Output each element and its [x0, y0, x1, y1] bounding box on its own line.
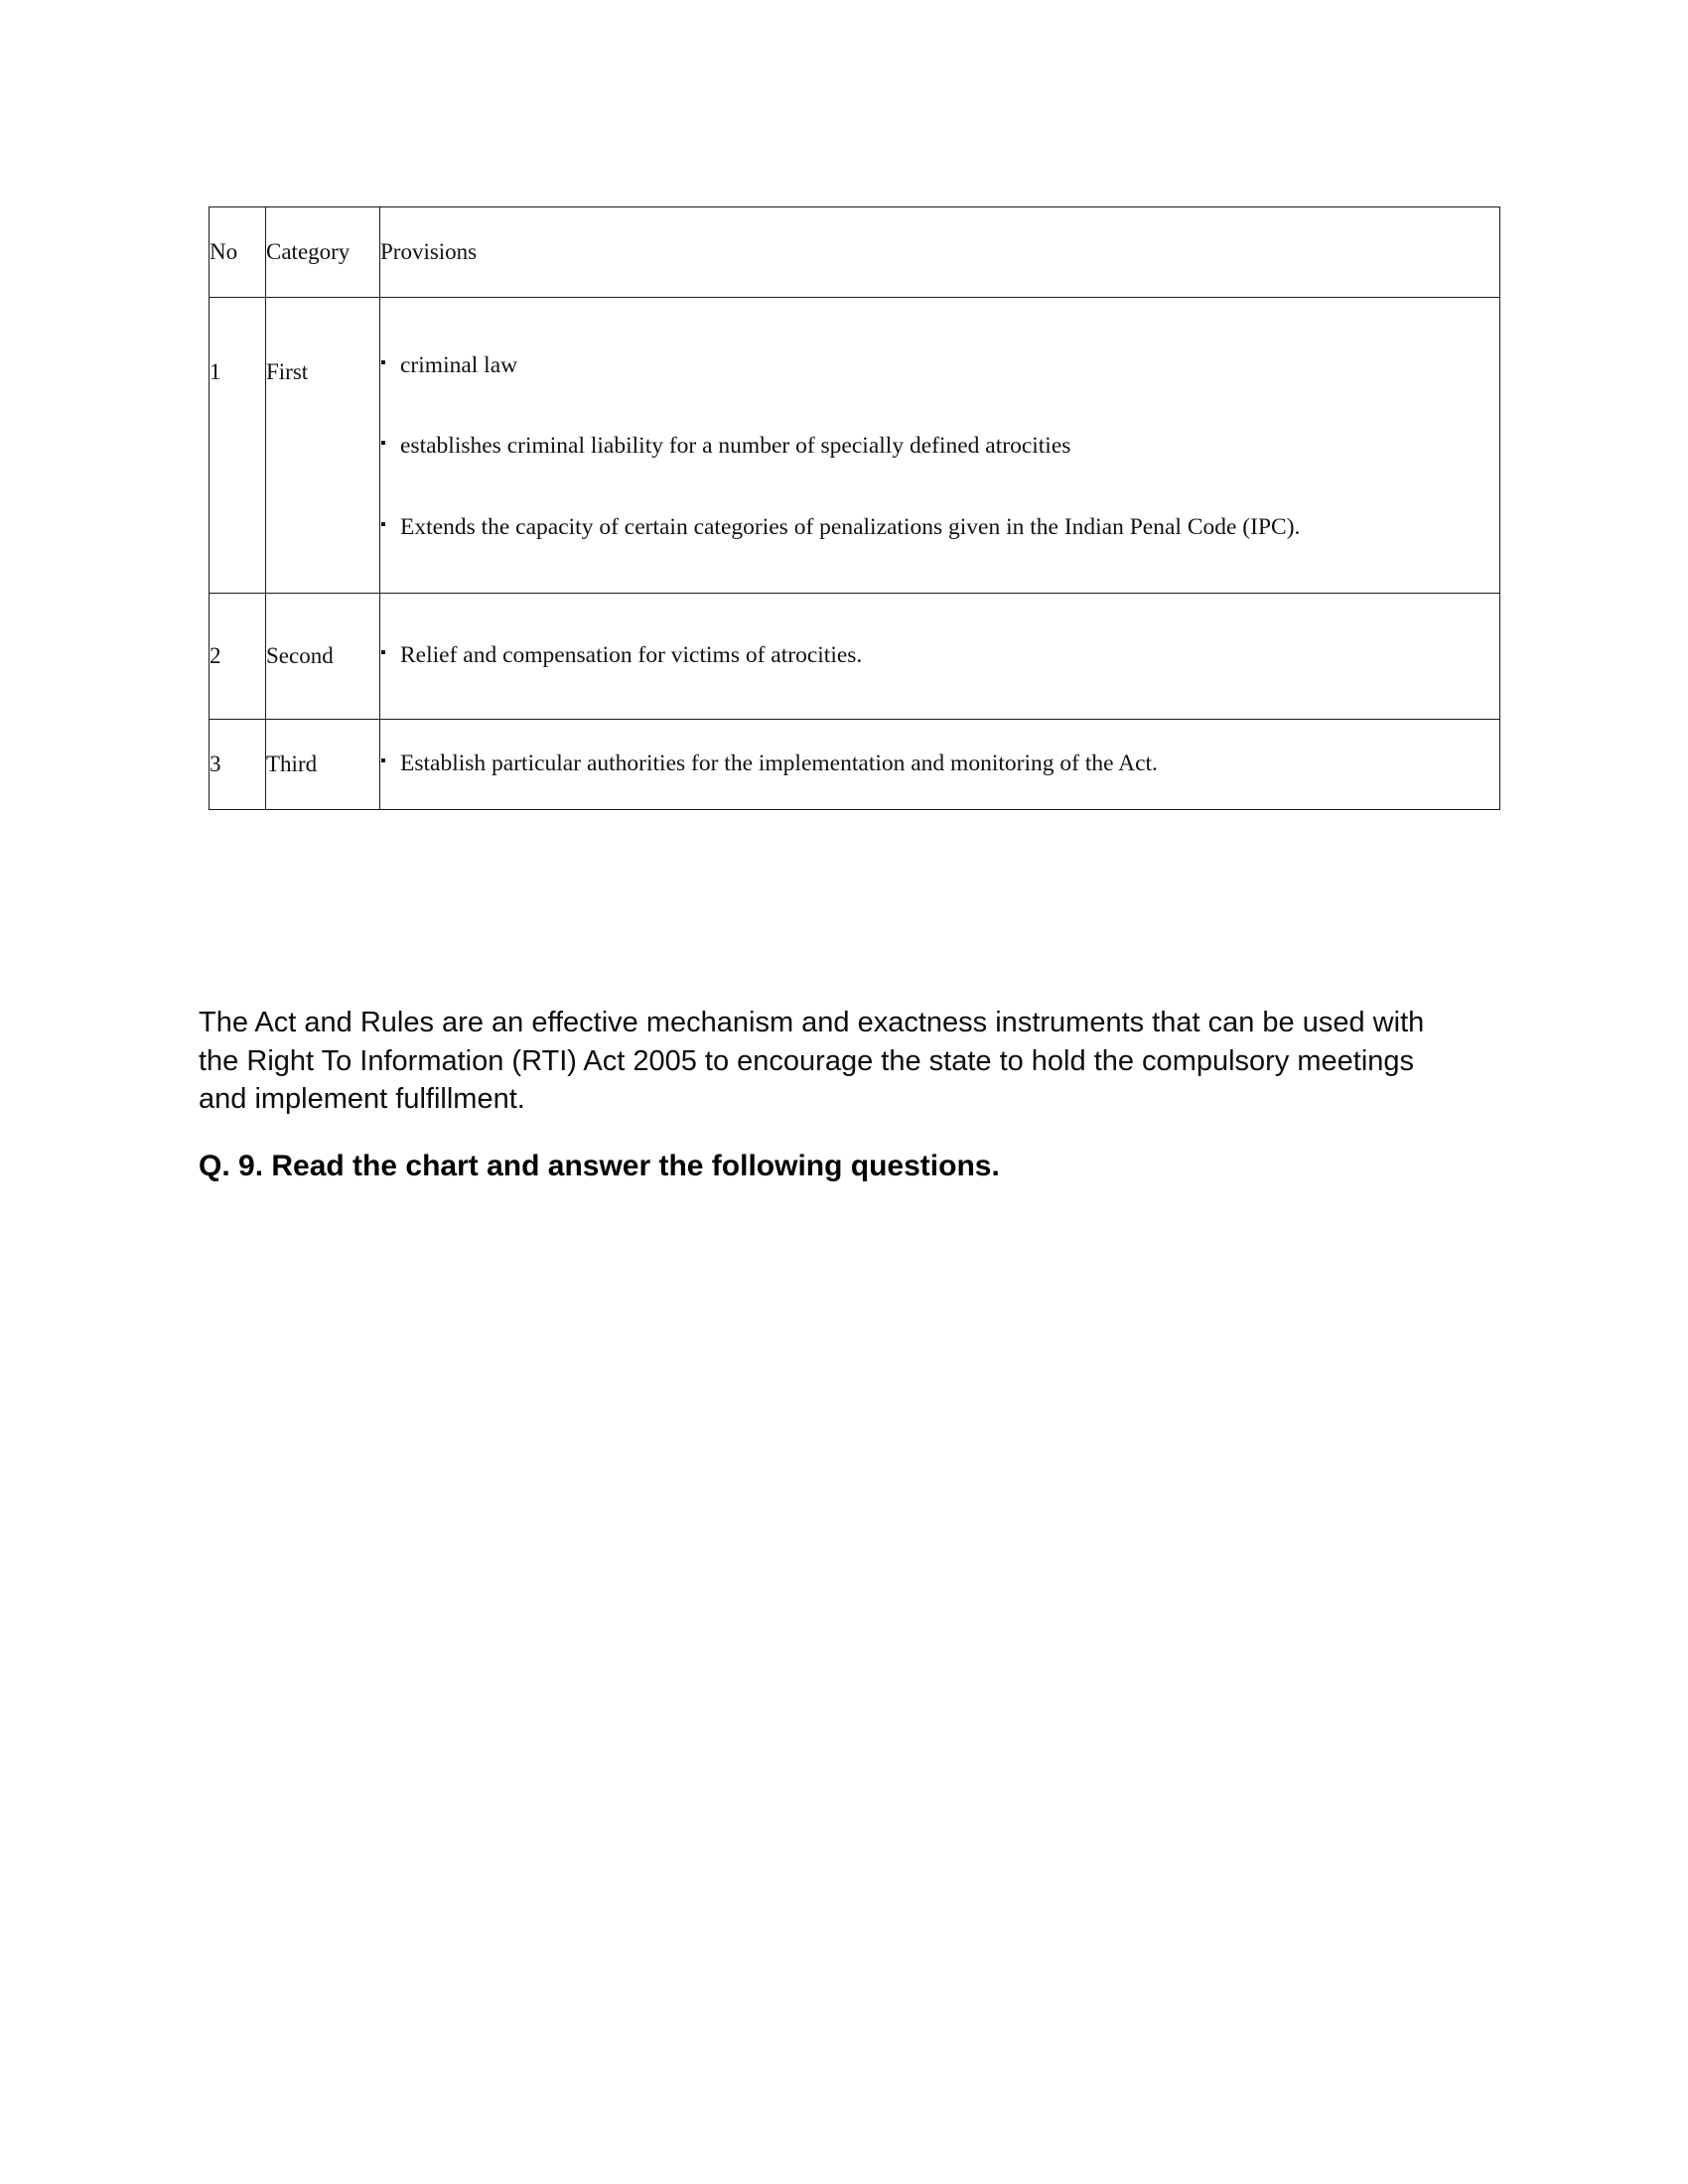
table-row [210, 298, 1500, 594]
provisions-table [209, 206, 1500, 810]
question-heading: Q. 9. Read the chart and answer the following questions. [199, 1149, 1000, 1182]
column-header-no: No [210, 207, 266, 298]
provision-item: ▪ Extends the capacity of certain categories of penalizations given in the Indian Penal Code (IPC). [380, 513, 1499, 542]
row-number-2: 2 [210, 594, 266, 720]
row-provisions-3 [380, 720, 1500, 810]
column-header-category: Category [266, 207, 380, 298]
provision-item: ▪ Establish particular authorities for the implementation and monitoring of the Act. [380, 750, 1499, 778]
row-provisions-1 [380, 298, 1500, 594]
provision-item: ▪ criminal law [380, 351, 1499, 380]
table-header-row [210, 207, 1500, 298]
table-row [210, 720, 1500, 810]
provision-list-2 [380, 641, 1499, 670]
row-provisions-2 [380, 594, 1500, 720]
row-category-3: Third [266, 720, 380, 810]
column-header-provisions: Provisions [380, 207, 1500, 298]
table-row [210, 594, 1500, 720]
provision-list-3 [380, 750, 1499, 778]
body-paragraph: The Act and Rules are an effective mechanism and exactness instruments that can be used with the Right To Information (RTI) Act 2005 to encourage the state to hold the compulsory meetings and implement fulfillment. [199, 1007, 1425, 1116]
provision-item: ▪ Relief and compensation for victims of atrocities. [380, 641, 1499, 670]
row-category-1: First [266, 298, 380, 594]
row-number-3: 3 [210, 720, 266, 810]
row-number-1: 1 [210, 298, 266, 594]
row-category-2: Second [266, 594, 380, 720]
provision-item: ▪ establishes criminal liability for a number of specially defined atrocities [380, 432, 1499, 461]
provision-list-1 [380, 351, 1499, 542]
